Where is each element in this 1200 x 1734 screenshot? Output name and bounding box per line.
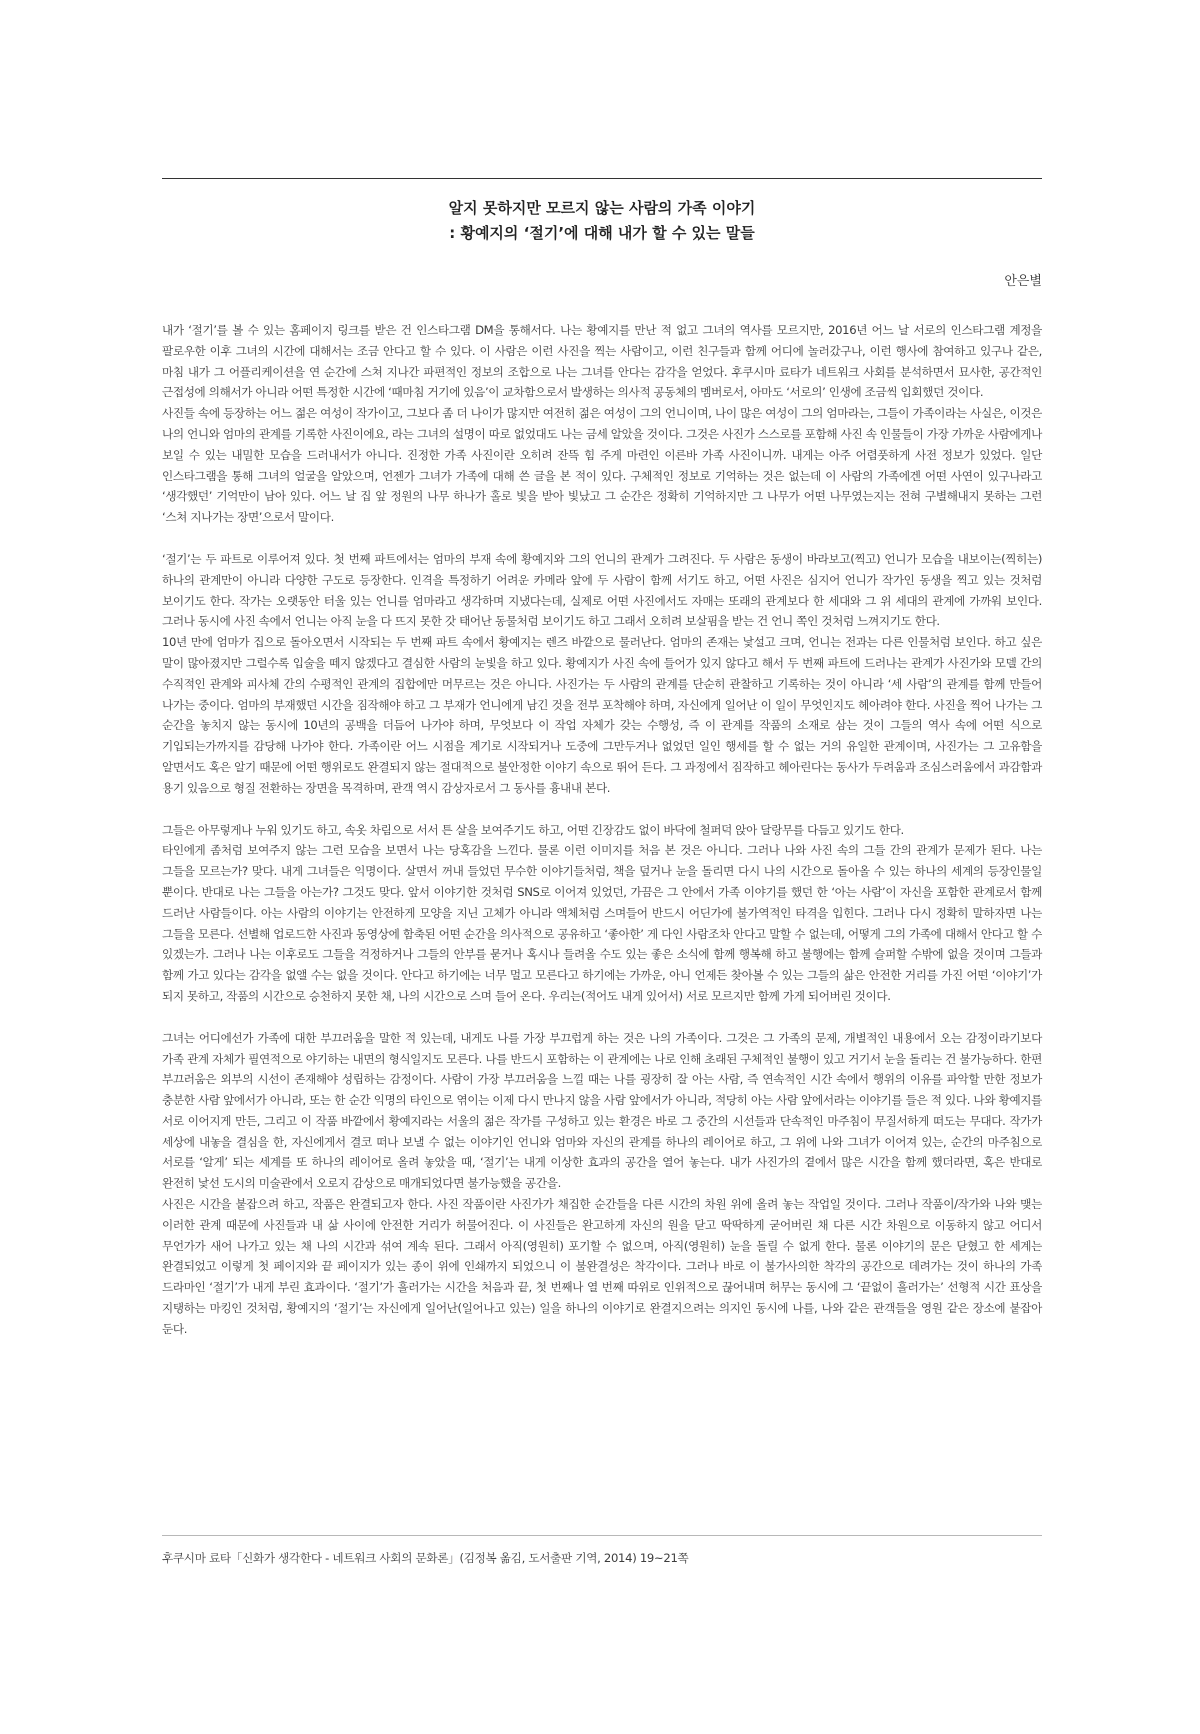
- document-page: [162, 0, 1042, 1734]
- paragraph: 10년 만에 엄마가 집으로 돌아오면서 시작되는 두 번째 파트 속에서 황예지는 렌즈 바깥으로 물러난다. 엄마의 존재는 낯설고 크며, 언니는 전과는 다른 인물처럼 보인다. 하고 싶은 말이 많아졌지만 그럴수록 입술을 떼지 않겠다고 결심한 사람의 눈빛을 하고 있다. 황예지가 사진 속에 들어가 있지 않다고 해서 두 번째 파트에 드러나는 관계가 사진가와 모델 간의 수직적인 관계와 피사체 간의 수평적인 관계의 집합에만 머무르는 것은 아니다. 사진가는 두 사람의 관계를 단순히 관찰하고 기록하는 것이 아니라 ‘세 사람’의 관계를 함께 만들어 나가는 중이다. 엄마의 부재했던 시간을 짐작해야 하고 그 부재가 언니에게 남긴 것을 전부 포착해야 하며, 자신에게 일어난 이 일이 무엇인지도 헤아려야 한다. 사진을 찍어 나가는 그 순간을 놓치지 않는 동시에 10년의 공백을 더듬어 나가야 하며, 무엇보다 이 작업 자체가 갖는 수행성, 즉 이 관계를 작품의 소재로 삼는 것이 그들의 역사 속에 어떤 식으로 기입되는가까지를 감당해 나가야 한다. 가족이란 어느 시점을 계기로 시작되거나 도중에 그만두거나 없었던 일인 행세를 할 수 없는 거의 유일한 관계이며, 사진가는 그 고유함을 알면서도 혹은 알기 때문에 어떤 행위로도 완결되지 않는 절대적으로 불안정한 이야기 속으로 뛰어 든다. 그 과정에서 짐작하고 헤아린다는 동사가 두려움과 조심스러움에서 과감함과 용기 있음으로 형질 전환하는 장면을 목격하며, 관객 역시 감상자로서 그 동사를 흉내내 본다.: [162, 635, 1042, 795]
- author-name: 안은별: [1004, 274, 1042, 289]
- paragraph: ‘절기’는 두 파트로 이루어져 있다. 첫 번째 파트에서는 엄마의 부재 속에 황예지와 그의 언니의 관계가 그려진다. 두 사람은 동생이 바라보고(찍고) 언니가 모습을 내보이는(찍히는) 하나의 관계만이 아니라 다양한 구도로 등장한다. 인격을 특정하기 어려운 카메라 앞에 두 사람이 함께 서기도 하고, 어떤 사진은 심지어 언니가 작가인 동생을 찍고 있는 것처럼 보이기도 한다. 작가는 오랫동안 터울 있는 언니를 엄마라고 생각하며 지냈다는데, 실제로 어떤 사진에서도 자매는 또래의 관계보다 한 세대와 그 위 세대의 관계에 가까워 보인다. 그러나 동시에 사진 속에서 언니는 아직 눈을 다 뜨지 못한 갓 태어난 동물처럼 보이기도 하고 그래서 오히려 보살핌을 받는 건 언니 쪽인 것처럼 느껴지기도 한다.: [162, 551, 1042, 629]
- paragraph: 내가 ‘절기’를 볼 수 있는 홈페이지 링크를 받은 건 인스타그램 DM을 통해서다. 나는 황예지를 만난 적 없고 그녀의 역사를 모르지만, 2016년 어느 날 서로의 인스타그램 계정을 팔로우한 이후 그녀의 시간에 대해서는 조금 안다고 할 수 있다. 이 사람은 이런 사진을 찍는 사람이고, 이런 친구들과 함께 어디에 놀러갔구나, 이런 행사에 참여하고 있구나 같은, 마침 내가 그 어플리케이션을 연 순간에 스쳐 지나간 파편적인 정보의 조합으로 나는 그녀를 안다는 감각을 얻었다. 후쿠시마 료타가 네트워크 사회를 분석하면서 묘사한, 공간적인 근접성에 의해서가 아니라 어떤 특정한 시간에 ‘때마침 거기에 있음’이 교차함으로서 발생하는 의사적 공동체의 멤버로서, 아마도 ‘서로의’ 인생에 조금씩 입회했던 것이다.: [162, 323, 1042, 400]
- paragraph: 사진은 시간을 붙잡으려 하고, 작품은 완결되고자 한다. 사진 작품이란 사진가가 채집한 순간들을 다른 시간의 차원 위에 올려 놓는 작업일 것이다. 그러나 작품이/작가와 나와 맺는 이러한 관계 때문에 사진들과 내 삶 사이에 안전한 거리가 허물어진다. 이 사진들은 완고하게 자신의 원을 닫고 딱딱하게 굳어버린 채 다른 시간 차원으로 이동하지 않고 어디서 무언가가 새어 나가고 있는 채 나의 시간과 섞여 계속 된다. 그래서 아직(영원히) 포기할 수 없으며, 아직(영원히) 눈을 돌릴 수 없게 한다. 물론 이야기의 문은 닫혔고 한 세계는 완결되었고 이렇게 첫 페이지와 끝 페이지가 있는 종이 위에 인쇄까지 되었으니 이 불완결성은 착각이다. 그러나 바로 이 불가사의한 착각의 공간으로 데려가는 것이 하나의 가족 드라마인 ‘절기’가 내게 부린 효과이다. ‘절기’가 흘러가는 시간을 처음과 끝, 첫 번째나 열 번째 따위로 인위적으로 끊어내며 허무는 동시에 그 ‘끝없이 흘러가는’ 선형적 시간 표상을 지탱하는 마킹인 것처럼, 황예지의 ‘절기’는 자신에게 일어난(일어나고 있는) 일을 하나의 이야기로 완결지으려는 의지인 동시에 나를, 나와 같은 관객들을 영원 같은 장소에 붙잡아 둔다.: [162, 1197, 1042, 1336]
- top-divider: [162, 178, 1042, 179]
- paragraph: 사진들 속에 등장하는 어느 젊은 여성이 작가이고, 그보다 좀 더 나이가 많지만 여전히 젊은 여성이 그의 언니이며, 나이 많은 여성이 그의 엄마라는, 그들이 가족이라는 사실은, 이것은 나의 언니와 엄마의 관계를 기록한 사진이에요, 라는 그녀의 설명이 따로 없었대도 나는 금세 알았을 것이다. 그것은 사진가 스스로를 포함해 사진 속 인물들이 가장 가까운 사람에게나 보일 수 있는 내밀한 모습을 드러내서가 아니다. 진정한 가족 사진이란 오히려 잔뜩 힘 주게 마련인 이른바 가족 사진이니까. 내게는 아주 어렴풋하게 사전 정보가 있었다. 일단 인스타그램을 통해 그녀의 얼굴을 알았으며, 언젠가 그녀가 가족에 대해 쓴 글을 본 적이 있다. 구체적인 정보로 기억하는 것은 없는데 이 사람의 가족에겐 어떤 사연이 있구나라고 ‘생각했던’ 기억만이 남아 있다. 어느 날 집 앞 정원의 나무 하나가 홀로 빛을 받아 빛났고 그 순간은 정확히 기억하지만 그 나무가 어떤 나무였는지는 전혀 구별해내지 못하는 그런 ‘스쳐 지나가는 장면’으로서 말이다.: [162, 406, 1042, 525]
- footnote-divider: [162, 1535, 1042, 1536]
- article-title: 알지 못하지만 모르지 않는 사람의 가족 이야기: [448, 199, 756, 217]
- paragraph: 그녀는 어디에선가 가족에 대한 부끄러움을 말한 적 있는데, 내게도 나를 가장 부끄럽게 하는 것은 나의 가족이다. 그것은 그 가족의 문제, 개별적인 내용에서 오는 감정이라기보다 가족 관계 자체가 필연적으로 야기하는 내면의 형식일지도 모른다. 나를 반드시 포함하는 이 관계에는 나로 인해 초래된 구체적인 불행이 있고 거기서 눈을 돌리는 건 불가능하다. 한편 부끄러움은 외부의 시선이 존재해야 성립하는 감정이다. 사람이 가장 부끄러움을 느낄 때는 나를 굉장히 잘 아는 사람, 즉 연속적인 시간 속에서 행위의 이유를 파악할 만한 정보가 충분한 사람 앞에서가 아니라, 또는 한 순간 익명의 타인으로 엮이는 이제 다시 만나지 않을 사람 앞에서가 아니라, 적당히 아는 사람 앞에서라는 이야기를 들은 적 있다. 나와 황예지를 서로 이어지게 만든, 그리고 이 작품 바깥에서 황예지라는 서울의 젊은 작가를 구성하고 있는 환경은 바로 그 중간의 시선들과 단속적인 마주침이 무질서하게 떠도는 무대다. 작가가 세상에 내놓을 결심을 한, 자신에게서 결코 떠나 보낼 수 없는 이야기인 언니와 엄마와 자신의 관계를 하나의 레이어로 하고, 그 위에 나와 그녀가 이어져 있는, 순간의 마주침으로 서로를 ‘알게’ 되는 세계를 또 하나의 레이어로 올려 놓았을 때, ‘절기’는 내게 이상한 효과의 공간을 열어 놓는다. 내가 사진가의 곁에서 많은 시간을 함께 했더라면, 혹은 반대로 완전히 낯선 도시의 미술관에서 오로지 감상으로 매개되었다면 불가능했을 공간을.: [162, 1030, 1042, 1191]
- footnote: 후쿠시마 료타「신화가 생각한다 - 네트워크 사회의 문화론」(김정복 옮김, 도서출판 기역, 2014) 19~21쪽: [162, 1551, 689, 1565]
- paragraph: 타인에게 좀처럼 보여주지 않는 그런 모습을 보면서 나는 당혹감을 느낀다. 물론 이런 이미지를 처음 본 것은 아니다. 그러나 나와 사진 속의 그들 간의 관계가 문제가 된다. 나는 그들을 모르는가? 맞다. 내게 그녀들은 익명이다. 살면서 꺼내 들었던 무수한 이야기들처럼, 책을 덮거나 눈을 돌리면 다시 나의 시간으로 돌아올 수 있는 하나의 세계의 등장인물일 뿐이다. 반대로 나는 그들을 아는가? 그것도 맞다. 앞서 이야기한 것처럼 SNS로 이어져 있었던, 가끔은 그 안에서 가족 이야기를 했던 한 ‘아는 사람’이 자신을 포함한 관계로서 함께 드러난 사람들이다. 아는 사람의 이야기는 안전하게 모양을 지닌 고체가 아니라 액체처럼 스며들어 반드시 어딘가에 불가역적인 타격을 입힌다. 그러나 다시 정확히 말하자면 나는 그들을 모른다. 선별해 업로드한 사진과 동영상에 함축된 어떤 순간을 의사적으로 공유하고 ‘좋아한’ 게 다인 사람조차 안다고 말할 수 없는데, 어떻게 그의 가족에 대해서 안다고 할 수 있겠는가. 그러나 나는 이후로도 그들을 걱정하거나 그들의 안부를 묻거나 혹시나 들려올 수도 있는 좋은 소식에 함께 행복해 하고 불행에는 함께 슬퍼할 수밖에 없을 것이며 그들과 함께 가고 있다는 감각을 없앨 수는 없을 것이다. 안다고 하기에는 너무 멀고 모른다고 하기에는 가까운, 아니 언제든 찾아볼 수 있는 그들의 삶은 안전한 거리를 가진 어떤 ‘이야기’가 되지 못하고, 작품의 시간으로 승천하지 못한 채, 나의 시간으로 스며 들어 온다. 우리는(적어도 내게 있어서) 서로 모르지만 함께 가게 되어버린 것이다.: [162, 843, 1042, 1003]
- article-subtitle: : 황예지의 ‘절기’에 대해 내가 할 수 있는 말들: [449, 224, 755, 242]
- article-body: [162, 320, 1042, 1340]
- paragraph: 그들은 아무렇게나 누워 있기도 하고, 속옷 차림으로 서서 튼 살을 보여주기도 하고, 어떤 긴장감도 없이 바닥에 철퍼덕 앉아 달랑무를 다듬고 있기도 한다.: [162, 822, 904, 837]
- title-block: [162, 196, 1042, 246]
